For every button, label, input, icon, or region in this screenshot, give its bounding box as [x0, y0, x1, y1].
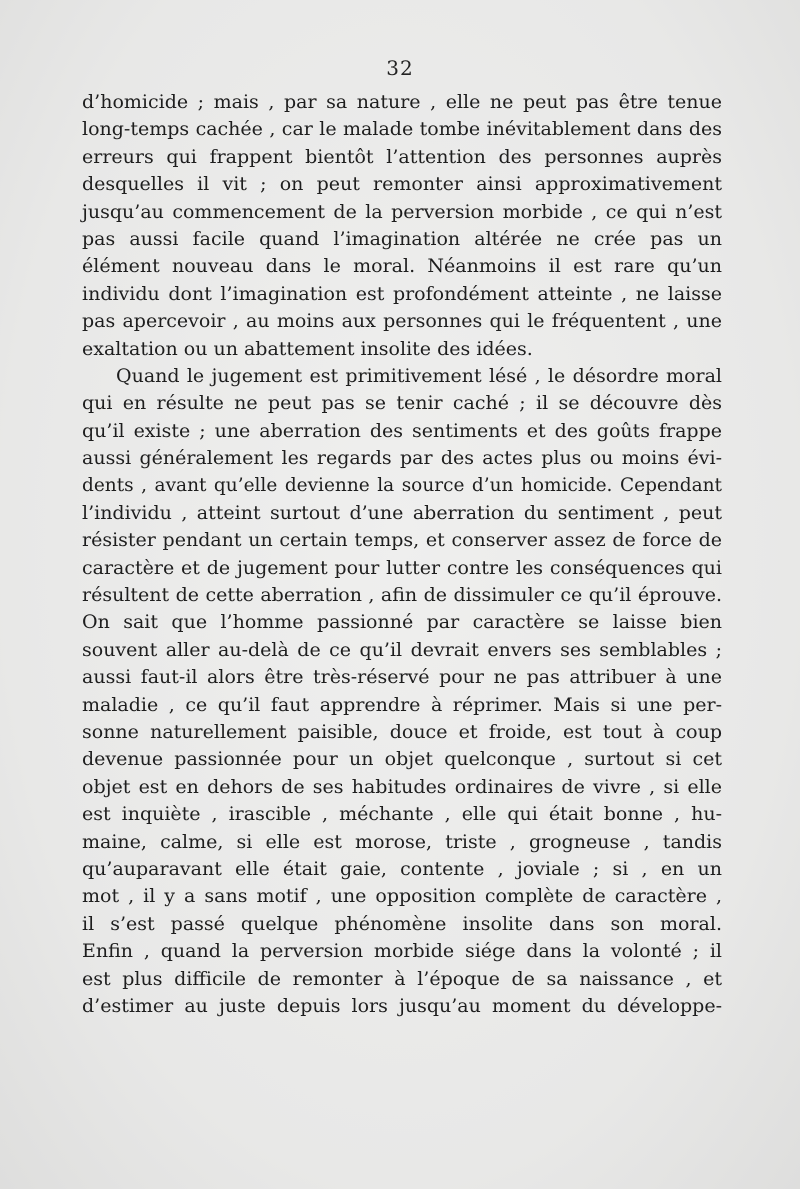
text-line: qu’auparavant elle était gaie, contente , joviale ; si , en un: [82, 857, 722, 880]
text-line: jusqu’au commencement de la perversion morbide , ce qui n’est: [82, 200, 722, 223]
text-line: élément nouveau dans le moral. Néanmoins il est rare qu’un: [82, 255, 722, 278]
text-line: souvent aller au-delà de ce qu’il devrait envers ses semblables ;: [82, 638, 722, 661]
text-line: mot , il y a sans motif , une opposition complète de caractère ,: [82, 885, 722, 908]
text-line: long-temps cachée , car le malade tombe inévitablement dans des: [82, 118, 722, 141]
text-line: résister pendant un certain temps, et conserver assez de force de: [82, 529, 722, 552]
page-number: 32: [386, 56, 414, 80]
text-line: caractère et de jugement pour lutter contre les conséquences qui: [82, 556, 722, 579]
text-line: desquelles il vit ; on peut remonter ainsi approximativement: [82, 173, 722, 196]
text-line: résultent de cette aberration , afin de dissimuler ce qu’il éprouve.: [82, 584, 722, 607]
text-line: qui en résulte ne peut pas se tenir caché ; il se découvre dès: [82, 392, 722, 415]
text-line: Quand le jugement est primitivement lésé , le désordre moral: [116, 364, 722, 387]
text-line: Enfin , quand la perversion morbide siége dans la volonté ; il: [82, 940, 722, 963]
text-line: On sait que l’homme passionné par caractère se laisse bien: [82, 611, 722, 634]
text-line: l’individu , atteint surtout d’une aberration du sentiment , peut: [82, 501, 722, 524]
text-line: pas aussi facile quand l’imagination altérée ne crée pas un: [82, 227, 722, 250]
text-line: sonne naturellement paisible, douce et froide, est tout à coup: [82, 720, 722, 743]
text-line: devenue passionnée pour un objet quelconque , surtout si cet: [82, 748, 722, 771]
text-line: d’homicide ; mais , par sa nature , elle ne peut pas être tenue: [82, 91, 722, 113]
text-line: est inquiète , irascible , méchante , elle qui était bonne , hu-: [82, 803, 722, 826]
text-line: dents , avant qu’elle devienne la source d’un homicide. Cependant: [82, 475, 722, 497]
text-line: maladie , ce qu’il faut apprendre à réprimer. Mais si une per-: [82, 693, 722, 716]
text-line: maine, calme, si elle est morose, triste , grogneuse , tandis: [82, 830, 722, 853]
text-line: il s’est passé quelque phénomène insolite dans son moral.: [82, 912, 722, 935]
text-line: exaltation ou un abattement insolite des idées.: [82, 337, 533, 360]
text-line: objet est en dehors de ses habitudes ordinaires de vivre , si elle: [82, 775, 722, 798]
text-line: est plus difficile de remonter à l’époque de sa naissance , et: [82, 967, 722, 990]
text-line: qu’il existe ; une aberration des sentiments et des goûts frappe: [82, 419, 722, 442]
text-line: pas apercevoir , au moins aux personnes qui le fréquentent , une: [82, 310, 722, 333]
text-line: aussi faut-il alors être très-réservé pour ne pas attribuer à une: [82, 666, 722, 689]
text-line: d’estimer au juste depuis lors jusqu’au moment du développe-: [82, 994, 722, 1017]
text-line: erreurs qui frappent bientôt l’attention des personnes auprès: [82, 145, 722, 168]
text-line: individu dont l’imagination est profondément atteinte , ne laisse: [82, 282, 722, 305]
body-text: [82, 89, 722, 1020]
text-line: aussi généralement les regards par des actes plus ou moins évi-: [82, 447, 722, 470]
